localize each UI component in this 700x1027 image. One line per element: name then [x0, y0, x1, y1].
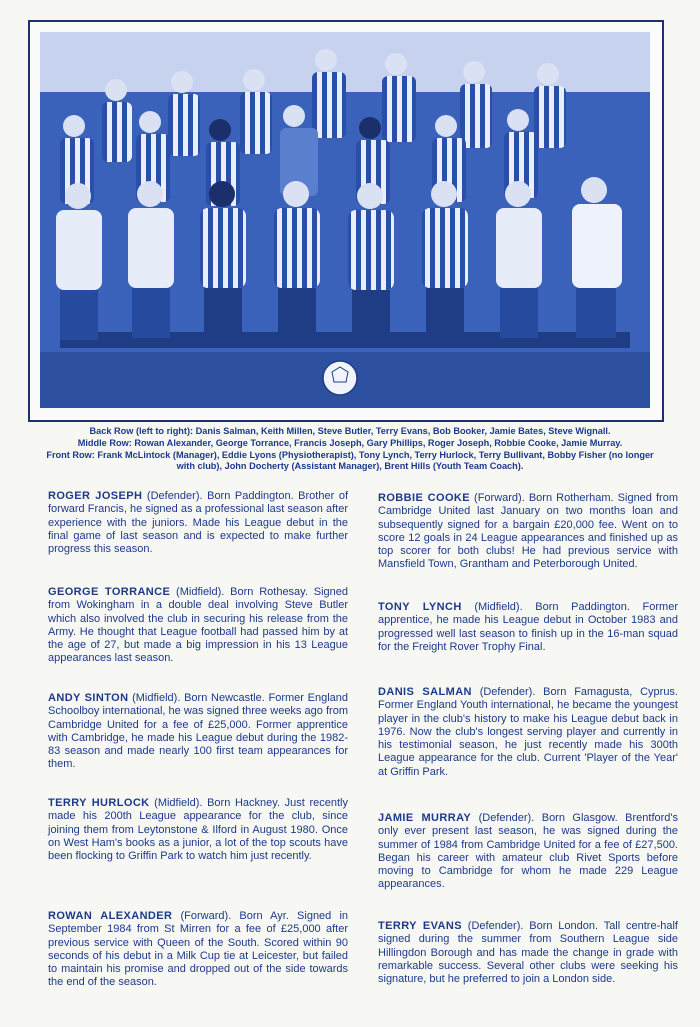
bio-text: (Defender). Born Famagusta, Cyprus. Former England Youth international, he became the youngest player in the club's history to make his League debut back in 1976. Now the club's longest serving player and currently in his testimonial season, he just recently made his 300th League appearance for the club. Current 'Player of the Year' at Griffin Park. — [378, 686, 678, 778]
bio-text: (Forward). Born Ayr. Signed in September 1984 from St Mirren for a fee of £25,000 after previous service with Queen of the South. Scored within 90 seconds of his debut in a Milk Cup tie at Leicester, but failed to maintain his promise and dropped out of the side towards the end of the season. — [48, 910, 348, 989]
bio-text: (Midfield). Born Newcastle. Former England Schoolboy international, he was signed three weeks ago from Cambridge United for a fee of £25,000. Former apprentice with Cambridge, he made his League debut during the 1982-83 season and made nearly 100 first team appearances for them. — [48, 692, 348, 771]
bio-text: (Defender). Born Paddington. Brother of forward Francis, he signed as a professional last season after experience with the juniors. Made his League debut in the final game of last season and is expected to make further progress this season. — [48, 490, 348, 556]
bio-name: TONY LYNCH — [378, 601, 462, 613]
bio-text: (Midfield). Born Paddington. Former apprentice, he made his League debut in October 1983 and progressed well last season to finish up in the 16-man squad for the Freight Rover Trophy Final. — [378, 601, 678, 653]
bio-name: GEORGE TORRANCE — [48, 586, 171, 598]
bio-terry-hurlock — [48, 797, 348, 863]
photo-caption — [40, 426, 660, 473]
bio-rowan-alexander — [48, 910, 348, 990]
caption-front-row: Front Row: Frank McLintock (Manager), Eddie Lyons (Physiotherapist), Tony Lynch, Terry Hurlock, Terry Bullivant, Bobby Fisher (no longer with club), John Docherty (Assistant Manager), Brent Hills (Youth Team Coach). — [46, 449, 654, 472]
caption-middle-row: Middle Row: Rowan Alexander, George Torrance, Francis Joseph, Gary Phillips, Roger Joseph, Robbie Cooke, Jamie Murray. — [77, 437, 623, 448]
team-photo-illustration — [40, 32, 650, 408]
bio-robbie-cooke — [378, 492, 678, 572]
bio-george-torrance — [48, 586, 348, 666]
bio-jamie-murray — [378, 812, 678, 892]
bio-text: (Midfield). Born Rothesay. Signed from Wokingham in a double deal involving Steve Butler which also involved the club in securing his release from the Army. He thought that League football had passed him by at the age of 27, but made a big impression in his 13 League appearances last season. — [48, 586, 348, 665]
bio-andy-sinton — [48, 692, 348, 772]
bio-name: ROBBIE COOKE — [378, 492, 470, 504]
bio-tony-lynch — [378, 601, 678, 654]
bio-danis-salman — [378, 686, 678, 779]
bio-text: (Forward). Born Rotherham. Signed from Cambridge United last January on two months loan and subsequently signed for a bargain £20,000 fee. Went on to score 12 goals in 24 League appearances and finished up as top scorer for both clubs! He had previous service with Mansfield Town, Grantham and Peterborough United. — [378, 492, 678, 571]
bio-terry-evans — [378, 920, 678, 986]
team-photo — [40, 32, 650, 408]
bio-name: ROWAN ALEXANDER — [48, 910, 173, 922]
team-photo-frame — [28, 20, 664, 422]
bio-name: ANDY SINTON — [48, 692, 129, 704]
bio-text: (Midfield). Born Hackney. Just recently made his 200th League appearance for the club, since joining them from Leytonstone & Ilford in August 1980. Once on West Ham's books as a junior, a lot of the top scouts have been flocking to Griffin Park to watch him just recently. — [48, 797, 348, 863]
bio-name: TERRY HURLOCK — [48, 797, 150, 809]
bio-text: (Defender). Born Glasgow. Brentford's only ever present last season, he was signed during the summer of 1984 from Cambridge United for a fee of £27,500. Began his career with amateur club Rivet Sports before moving to Cambridge for whom he made 229 League appearances. — [378, 812, 678, 891]
bio-name: JAMIE MURRAY — [378, 812, 472, 824]
bio-roger-joseph — [48, 490, 348, 556]
caption-back-row: Back Row (left to right): Danis Salman, Keith Millen, Steve Butler, Terry Evans, Bob Booker, Jamie Bates, Steve Wignall. — [89, 426, 611, 436]
football-icon — [323, 361, 357, 395]
bio-name: DANIS SALMAN — [378, 686, 472, 698]
bio-name: ROGER JOSEPH — [48, 490, 143, 502]
bio-text: (Defender). Born London. Tall centre-half signed during the summer from Southern League side Hillingdon Borough and has made the change in grade with remarkable success. Several other clubs were seeking his signature, but he preferred to join a London side. — [378, 920, 678, 986]
bio-name: TERRY EVANS — [378, 920, 462, 932]
